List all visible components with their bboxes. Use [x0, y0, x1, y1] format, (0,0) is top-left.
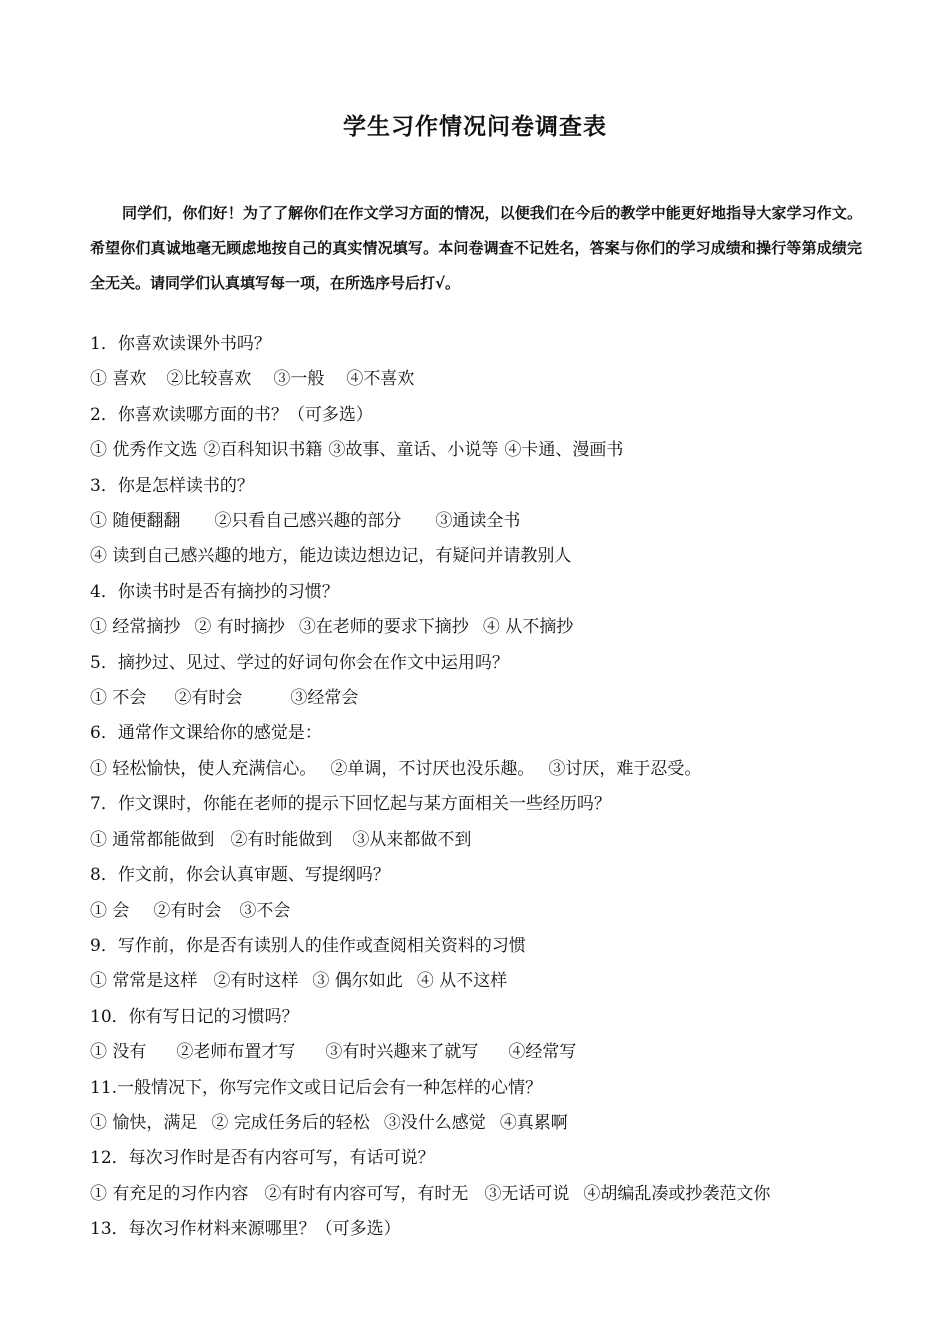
- option[interactable]: ④胡编乱凑或抄袭范文你: [583, 1183, 771, 1204]
- page-title: 学生习作情况问卷调查表: [343, 114, 607, 140]
- option[interactable]: ③不会: [239, 900, 291, 921]
- option[interactable]: ③通读全书: [435, 511, 521, 532]
- option[interactable]: ① 喜欢: [90, 369, 147, 390]
- option[interactable]: ③ 偶尔如此: [312, 971, 403, 992]
- question-11: 11.一般情况下，你写完作文或日记后会有一种怎样的心情？: [90, 1077, 543, 1098]
- question-12: 12．每次习作时是否有内容可写，有话可说？: [90, 1148, 435, 1169]
- question-9-options: [90, 964, 890, 999]
- option[interactable]: ① 通常都能做到: [90, 829, 215, 850]
- option[interactable]: ②老师布置才写: [176, 1042, 296, 1063]
- question-4-options: [90, 610, 890, 645]
- option[interactable]: ① 常常是这样: [90, 971, 198, 992]
- option[interactable]: ③从来都做不到: [352, 829, 472, 850]
- option[interactable]: ③经常会: [290, 688, 359, 709]
- option[interactable]: ②百科知识书籍: [203, 440, 323, 461]
- option[interactable]: ④卡通、漫画书: [504, 440, 624, 461]
- option[interactable]: ②比较喜欢: [166, 369, 252, 390]
- question-2: 2．你喜欢读哪方面的书？（可多选）: [90, 404, 373, 425]
- question-7: 7．作文课时，你能在老师的提示下回忆起与某方面相关一些经历吗？: [90, 794, 611, 815]
- question-10: 10．你有写日记的习惯吗？: [90, 1006, 299, 1027]
- option[interactable]: ① 轻松愉快，使人充满信心。: [90, 758, 317, 779]
- option[interactable]: ① 没有: [90, 1042, 147, 1063]
- option[interactable]: ②有时能做到: [230, 829, 333, 850]
- option[interactable]: ① 优秀作文选: [90, 440, 198, 461]
- question-12-options: [90, 1177, 890, 1212]
- option[interactable]: ③有时兴趣来了就写: [325, 1042, 479, 1063]
- option[interactable]: ① 随便翻翻: [90, 511, 181, 532]
- option[interactable]: ④经常写: [508, 1042, 577, 1063]
- option[interactable]: ②有时会: [174, 688, 243, 709]
- question-2-options: [90, 433, 890, 468]
- question-9: 9．写作前，你是否有读别人的佳作或查阅相关资料的习惯: [90, 935, 526, 956]
- option[interactable]: ②有时这样: [213, 971, 299, 992]
- option[interactable]: ① 会: [90, 900, 130, 921]
- option[interactable]: ④不喜欢: [346, 369, 415, 390]
- question-11-options: [90, 1106, 890, 1141]
- question-6-options: [90, 752, 890, 787]
- question-6: 6．通常作文课给你的感觉是：: [90, 723, 322, 744]
- question-10-options: [90, 1035, 890, 1070]
- option[interactable]: ① 不会: [90, 688, 147, 709]
- option[interactable]: ② 完成任务后的轻松: [211, 1112, 370, 1133]
- option[interactable]: ② 有时摘抄: [194, 617, 285, 638]
- option[interactable]: ③无话可说: [484, 1183, 570, 1204]
- option[interactable]: ③没什么感觉: [383, 1112, 486, 1133]
- option[interactable]: ③故事、童话、小说等: [328, 440, 499, 461]
- option[interactable]: ① 经常摘抄: [90, 617, 181, 638]
- question-5-options: [90, 681, 890, 716]
- option[interactable]: ① 有充足的习作内容: [90, 1183, 249, 1204]
- question-3: 3．你是怎样读书的？: [90, 475, 254, 496]
- option[interactable]: ③在老师的要求下摘抄: [298, 617, 469, 638]
- question-1: 1．你喜欢读课外书吗？: [90, 334, 271, 354]
- question-8-options: [90, 894, 890, 929]
- option[interactable]: ③讨厌，难于忍受。: [548, 758, 702, 779]
- question-list: [90, 327, 890, 1248]
- option[interactable]: ④真累啊: [499, 1112, 568, 1133]
- option[interactable]: ②有时有内容可写，有时无: [264, 1183, 469, 1204]
- option[interactable]: ②有时会: [153, 900, 222, 921]
- option[interactable]: ④ 从不这样: [416, 971, 508, 992]
- option[interactable]: ④ 从不摘抄: [482, 617, 574, 638]
- option[interactable]: ②只看自己感兴趣的部分: [214, 511, 402, 532]
- option[interactable]: ③一般: [273, 369, 325, 390]
- question-8: 8．作文前，你会认真审题、写提纲吗？: [90, 865, 390, 886]
- intro-paragraph: 同学们，你们好！为了了解你们在作文学习方面的情况，以便我们在今后的教学中能更好地指导大家学习作文。希望你们真诚地毫无顾虑地按自己的真实情况填写。本问卷调查不记姓名，答案与你们的学习成绩和操行等第成绩完全无关。请同学们认真填写每一项，在所选序号后打√。: [90, 204, 862, 292]
- option[interactable]: ① 愉快，满足: [90, 1112, 198, 1133]
- question-1-options: [90, 362, 890, 397]
- question-3-options-extra: [90, 539, 890, 574]
- question-13: 13．每次习作材料来源哪里？（可多选）: [90, 1219, 401, 1240]
- question-4: 4．你读书时是否有摘抄的习惯？: [90, 581, 339, 602]
- option[interactable]: ④ 读到自己感兴趣的地方，能边读边想边记，有疑问并请教别人: [90, 546, 572, 567]
- question-5: 5．摘抄过、见过、学过的好词句你会在作文中运用吗？: [90, 652, 509, 673]
- question-3-options: [90, 504, 890, 539]
- option[interactable]: ②单调，不讨厌也没乐趣。: [330, 758, 535, 779]
- question-7-options: [90, 823, 890, 858]
